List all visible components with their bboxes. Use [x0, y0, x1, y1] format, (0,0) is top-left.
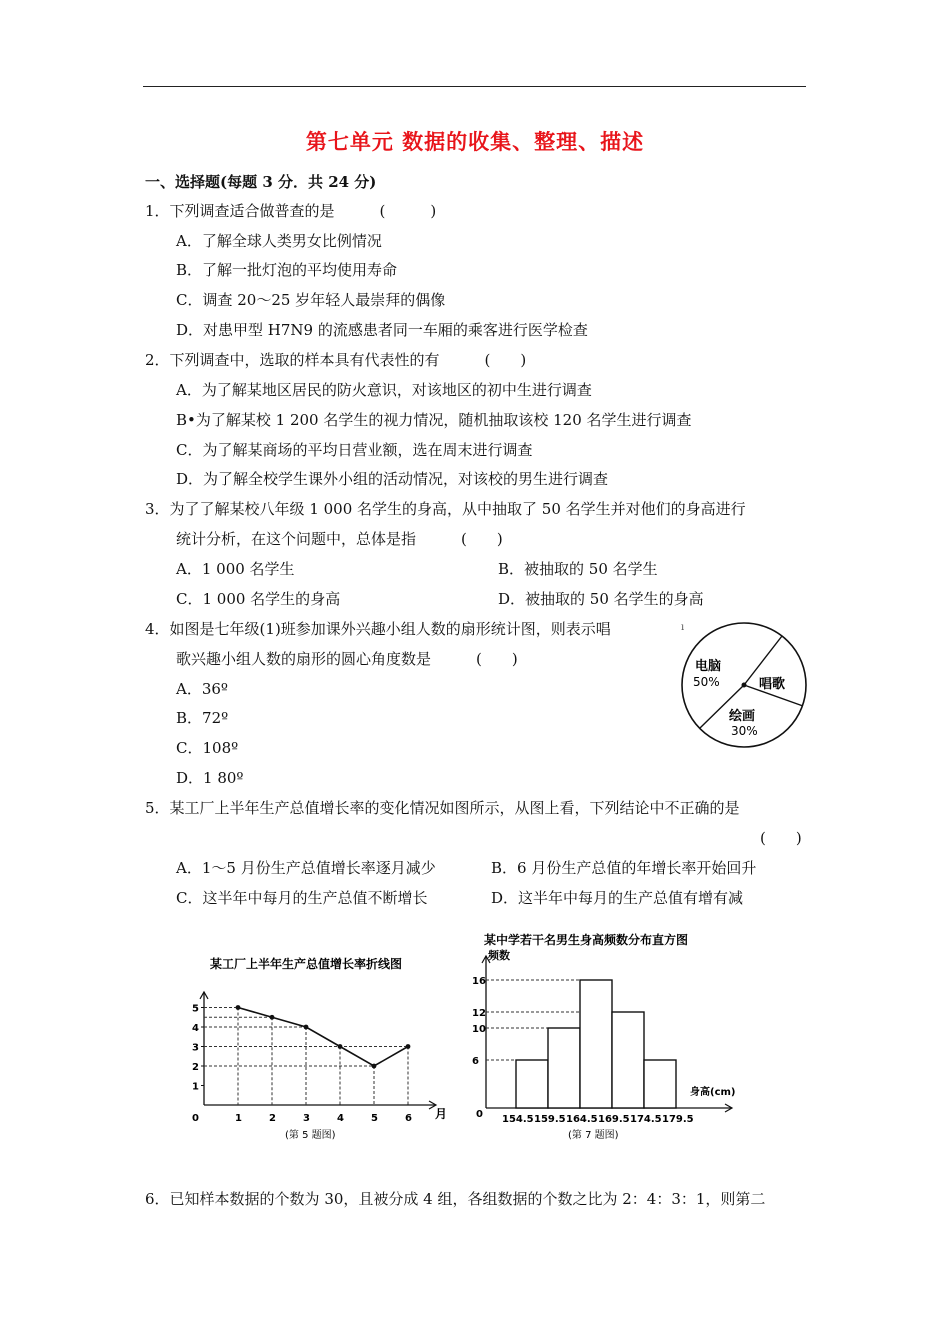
q5-option-b: B．6 月份生产总值的年增长率开始回升: [491, 859, 757, 877]
histogram-edge-label: 154.5: [502, 1114, 534, 1125]
q1-option-a: A．了解全球人类男女比例情况: [176, 232, 382, 250]
histogram-bar: [516, 1060, 548, 1108]
q3-stem-line2: 统计分析，在这个问题中，总体是指 ( ): [176, 530, 503, 548]
line-chart-xtick-label: 4: [337, 1113, 344, 1124]
pie-value-computer: 50%: [693, 675, 720, 689]
histogram-edge-label: 174.5: [630, 1114, 662, 1125]
q3-stem-line1: 3．为了了解某校八年级 1 000 名学生的身高，从中抽取了 50 名学生并对他们的身高进行: [145, 500, 746, 518]
histogram-ylabel: 频数: [488, 949, 510, 962]
line-chart-point: [372, 1064, 377, 1069]
q3-option-b: B．被抽取的 50 名学生: [498, 560, 658, 578]
q5-option-c: C．这半年中每月的生产总值不断增长: [176, 889, 428, 907]
line-chart-xtick-label: 0: [192, 1113, 199, 1124]
scan-mark: ı: [681, 622, 685, 633]
pie-center: [742, 683, 747, 688]
histogram-title: 某中学若干名男生身高频数分布直方图: [484, 933, 689, 947]
histogram-chart: [470, 928, 760, 1148]
pie-label-computer: 电脑: [695, 659, 722, 674]
line-chart-series: [238, 1008, 408, 1067]
line-chart-xtick-label: 6: [405, 1113, 412, 1124]
line-chart-ytick-label: 3: [192, 1042, 199, 1054]
line-chart-point: [406, 1044, 411, 1049]
pie-chart: [679, 620, 809, 750]
q4-stem-line1: 4．如图是七年级(1)班参加课外兴趣小组人数的扇形统计图，则表示唱: [145, 620, 611, 638]
line-chart-point: [304, 1025, 309, 1030]
q4-option-b: B．72º: [176, 709, 229, 727]
line-chart-xtick-label: 1: [235, 1113, 242, 1124]
histogram-edge-label: 164.5: [566, 1114, 598, 1125]
q1-option-c: C．调查 20～25 岁年轻人最崇拜的偶像: [176, 291, 446, 309]
line-chart: [180, 948, 450, 1153]
q4-stem-line2: 歌兴趣小组人数的扇形的圆心角度数是 ( ): [176, 650, 518, 668]
histogram-caption: (第 7 题图): [568, 1130, 619, 1141]
line-chart-ytick-label: 1: [192, 1081, 199, 1093]
line-chart-xtick-label: 5: [371, 1113, 378, 1124]
histogram-edge-label: 159.5: [534, 1114, 566, 1125]
q1-stem: 1．下列调查适合做普查的是 ( ): [145, 202, 437, 220]
line-chart-ytick-label: 2: [192, 1062, 199, 1073]
q3-option-a: A．1 000 名学生: [176, 560, 295, 578]
line-chart-caption: (第 5 题图): [285, 1130, 336, 1141]
q5-paren: ( ): [760, 829, 802, 847]
histogram-ytick-label: 16: [472, 976, 486, 987]
line-chart-point: [338, 1044, 343, 1049]
q4-option-a: A．36º: [176, 680, 228, 698]
q2-option-b: B•为了解某校 1 200 名学生的视力情况，随机抽取该校 120 名学生进行调查: [176, 411, 692, 429]
histogram-ytick-label: 12: [472, 1008, 486, 1019]
q5-option-a: A．1～5 月份生产总值增长率逐月减少: [176, 859, 436, 877]
header-rule: [143, 86, 806, 87]
q2-option-c: C．为了解某商场的平均日营业额，选在周末进行调查: [176, 441, 533, 459]
histogram-bar: [644, 1060, 676, 1108]
pie-value-drawing: 30%: [731, 724, 758, 738]
line-chart-xlabel: 月: [435, 1107, 448, 1121]
pie-label-singing: 唱歌: [759, 677, 786, 692]
line-chart-ytick-label: 5: [192, 1003, 199, 1015]
histogram-ytick-label: 6: [472, 1056, 479, 1067]
line-chart-xtick-label: 3: [303, 1113, 310, 1124]
q2-option-d: D．为了解全校学生课外小组的活动情况，对该校的男生进行调查: [176, 470, 609, 488]
histogram-bar: [580, 980, 612, 1108]
histogram-bar: [612, 1012, 644, 1108]
histogram-ytick-label: 10: [472, 1024, 486, 1035]
line-chart-xtick-label: 2: [269, 1113, 276, 1124]
q3-option-d: D．被抽取的 50 名学生的身高: [498, 590, 704, 608]
histogram-xlabel: 身高(cm): [690, 1087, 736, 1098]
q6-stem: 6．已知样本数据的个数为 30，且被分成 4 组，各组数据的个数之比为 2：4：3：1，则第二: [145, 1190, 766, 1208]
q3-option-c: C．1 000 名学生的身高: [176, 590, 341, 608]
section-heading: 一、选择题(每题 3 分．共 24 分): [145, 173, 377, 191]
line-chart-point: [236, 1005, 241, 1010]
q4-option-c: C．108º: [176, 739, 239, 757]
page-title: 第七单元 数据的收集、整理、描述: [305, 129, 645, 154]
line-chart-ytick-label: 4: [192, 1023, 199, 1034]
q2-stem: 2．下列调查中，选取的样本具有代表性的有 ( ): [145, 351, 527, 369]
q2-option-a: A．为了解某地区居民的防火意识，对该地区的初中生进行调查: [176, 381, 592, 399]
line-chart-point: [270, 1015, 275, 1020]
line-chart-title: 某工厂上半年生产总值增长率折线图: [210, 957, 403, 971]
histogram-bar: [548, 1028, 580, 1108]
q1-option-b: B．了解一批灯泡的平均使用寿命: [176, 261, 398, 279]
q5-stem: 5．某工厂上半年生产总值增长率的变化情况如图所示，从图上看，下列结论中不正确的是: [145, 799, 740, 817]
q5-option-d: D．这半年中每月的生产总值有增有减: [491, 889, 744, 907]
histogram-origin: 0: [476, 1109, 483, 1120]
q4-option-d: D．1 80º: [176, 769, 244, 787]
q1-option-d: D．对患甲型 H7N9 的流感患者同一车厢的乘客进行医学检查: [176, 321, 588, 339]
pie-label-drawing: 绘画: [729, 709, 756, 724]
histogram-edge-label: 169.5: [598, 1114, 630, 1125]
histogram-edge-label: 179.5: [662, 1114, 694, 1125]
